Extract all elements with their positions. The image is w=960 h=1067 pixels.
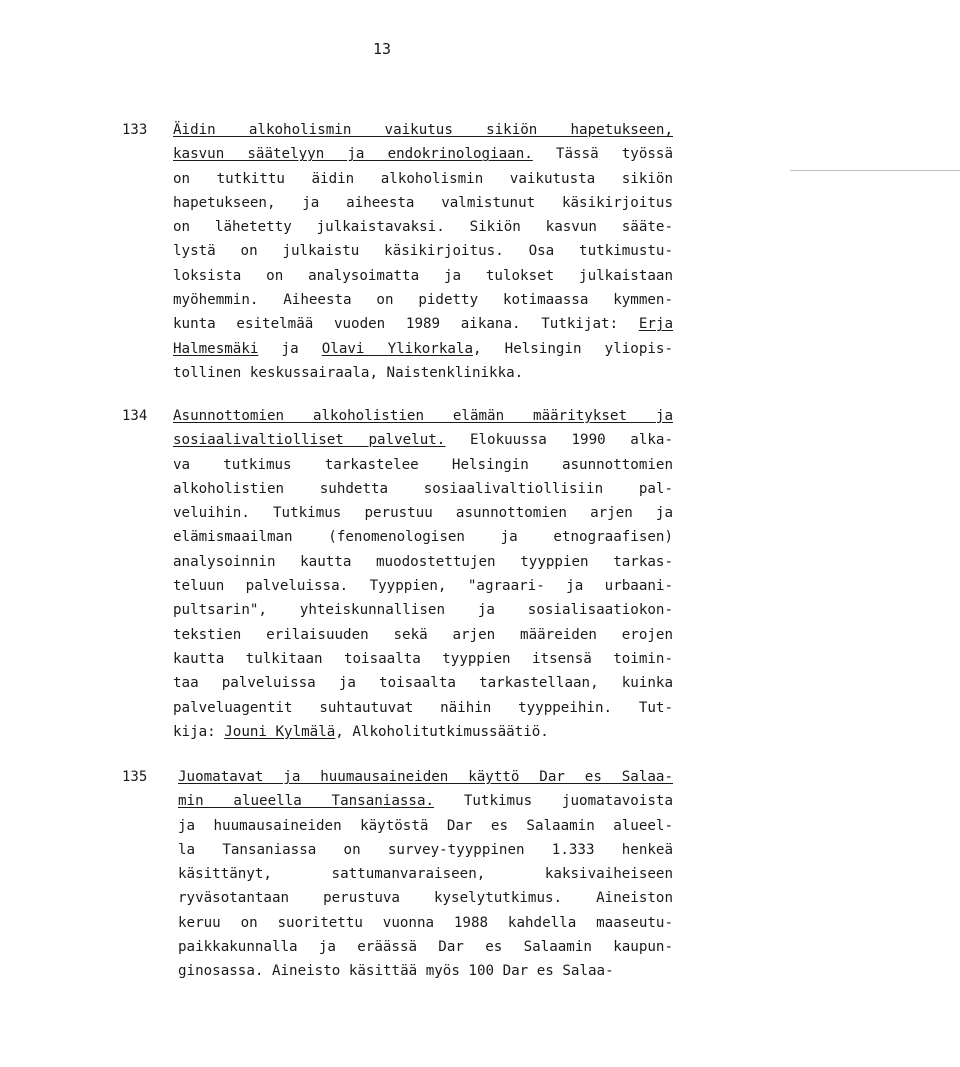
text-segment: paikkakunnalla ja eräässä Dar es Salaamin kaupun- <box>178 939 673 956</box>
text-segment: Tässä työssä <box>532 146 674 163</box>
text-line <box>173 239 673 263</box>
text-line <box>178 911 673 935</box>
underlined-text: kasvun säätelyyn ja endokrinologiaan. <box>173 146 533 163</box>
text-line <box>173 118 673 142</box>
underlined-text: Äidin alkoholismin vaikutus sikiön hapetukseen, <box>173 122 673 138</box>
text-segment: on lähetetty julkaistavaksi. Sikiön kasvun sääte- <box>173 219 673 236</box>
text-line <box>173 501 673 525</box>
text-line <box>173 598 673 622</box>
text-segment: ja huumausaineiden käytöstä Dar es Salaamin alueel- <box>178 817 673 834</box>
text-line <box>173 142 673 166</box>
entry-text <box>173 404 673 744</box>
text-line <box>173 525 673 549</box>
text-segment: alkoholistien suhdetta sosiaalivaltiollisiin pal- <box>173 480 673 497</box>
underlined-text: Halmesmäki <box>173 340 259 357</box>
text-segment: on tutkittu äidin alkoholismin vaikutusta sikiön <box>173 170 673 187</box>
text-line <box>173 477 673 501</box>
text-line <box>178 789 673 813</box>
text-segment: elämismaailman (fenomenologisen ja etnograafisen) <box>173 529 673 546</box>
text-segment: loksista on analysoimatta ja tulokset julkaistaan <box>173 267 673 284</box>
text-segment: la Tansaniassa on survey-tyyppinen 1.333 henkeä <box>178 841 673 858</box>
underlined-text: min alueella Tansaniassa. <box>178 793 435 810</box>
text-segment: kautta tulkitaan toisaalta tyyppien itsensä toimin- <box>173 650 673 667</box>
entry-text <box>178 765 673 984</box>
text-line <box>173 550 673 574</box>
text-segment: tollinen keskussairaala, Naistenklinikka. <box>173 364 524 381</box>
text-line <box>173 288 673 312</box>
underlined-text: Asunnottomien alkoholistien elämän määritykset ja <box>173 408 673 424</box>
text-segment: ryväsotantaan perustuva kyselytutkimus. Aineiston <box>178 890 673 907</box>
text-line <box>173 167 673 191</box>
text-segment: käsittänyt, sattumanvaraiseen, kaksivaiheiseen <box>178 866 673 883</box>
text-line <box>173 312 673 336</box>
text-line <box>173 574 673 598</box>
text-segment: keruu on suoritettu vuonna 1988 kahdella maaseutu- <box>178 914 673 931</box>
underlined-text: Olavi Ylikorkala <box>321 340 473 357</box>
text-segment: Tutkimus juomatavoista <box>434 793 673 810</box>
entry-number: 134 <box>122 408 148 424</box>
text-segment: ja <box>258 340 322 357</box>
page-number: 13 <box>373 40 392 58</box>
text-line <box>178 814 673 838</box>
text-segment: palveluagentit suhtautuvat näihin tyyppeihin. Tut- <box>173 699 673 716</box>
text-line <box>173 623 673 647</box>
entry-text <box>173 118 673 385</box>
text-line <box>178 886 673 910</box>
text-line <box>173 647 673 671</box>
text-segment: va tutkimus tarkastelee Helsingin asunnottomien <box>173 456 673 473</box>
text-line <box>173 453 673 477</box>
text-line <box>173 428 673 452</box>
text-segment: taa palveluissa ja toisaalta tarkastellaan, kuinka <box>173 675 673 692</box>
text-line <box>173 696 673 720</box>
text-line <box>173 361 673 385</box>
text-line <box>178 862 673 886</box>
text-segment: pultsarin", yhteiskunnallisen ja sosialisaatiokon- <box>173 602 673 619</box>
underlined-text: Erja <box>638 316 673 333</box>
text-segment: tekstien erilaisuuden sekä arjen määreiden erojen <box>173 626 673 643</box>
underlined-text: Juomatavat ja huumausaineiden käyttö Dar es Salaa- <box>178 769 673 785</box>
text-segment: , Helsingin yliopis- <box>473 340 673 357</box>
text-segment: Elokuussa 1990 alka- <box>445 432 673 449</box>
text-segment: veluihin. Tutkimus perustuu asunnottomien arjen ja <box>173 505 673 522</box>
text-line <box>173 191 673 215</box>
text-line <box>178 959 673 983</box>
underlined-text: sosiaalivaltiolliset palvelut. <box>173 432 446 449</box>
text-segment: ginosassa. Aineisto käsittää myös 100 Dar es Salaa- <box>178 963 614 980</box>
text-segment: kija: <box>173 723 225 740</box>
text-line <box>173 337 673 361</box>
text-line <box>173 215 673 239</box>
text-line <box>173 404 673 428</box>
text-line <box>178 838 673 862</box>
text-segment: , Alkoholitutkimussäätiö. <box>335 723 549 740</box>
text-segment: analysoinnin kautta muodostettujen tyyppien tarkas- <box>173 553 673 570</box>
text-line <box>173 264 673 288</box>
text-line <box>173 720 673 744</box>
underlined-text: Jouni Kylmälä <box>224 723 336 740</box>
text-segment: kunta esitelmää vuoden 1989 aikana. Tutkijat: <box>173 316 639 333</box>
text-segment: teluun palveluissa. Tyyppien, "agraari- ja urbaani- <box>173 578 673 595</box>
text-line <box>173 671 673 695</box>
text-segment: myöhemmin. Aiheesta on pidetty kotimaassa kymmen- <box>173 292 673 309</box>
entry-number: 135 <box>122 769 148 785</box>
text-line <box>178 765 673 789</box>
text-segment: lystä on julkaistu käsikirjoitus. Osa tutkimustu- <box>173 243 673 260</box>
entry-number: 133 <box>122 122 148 138</box>
scan-artifact-line <box>790 170 960 171</box>
text-line <box>178 935 673 959</box>
text-segment: hapetukseen, ja aiheesta valmistunut käsikirjoitus <box>173 194 673 211</box>
